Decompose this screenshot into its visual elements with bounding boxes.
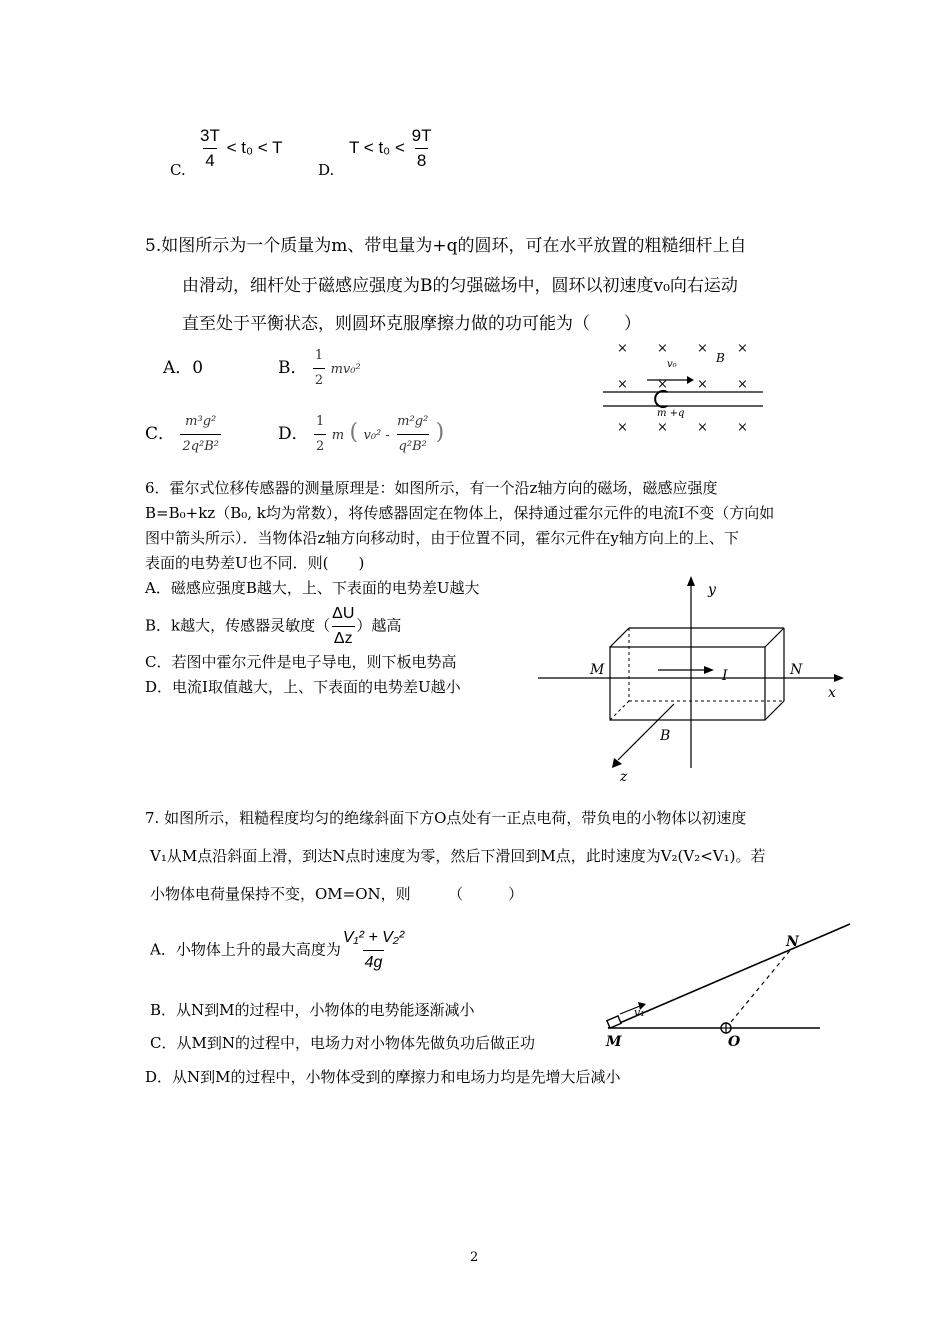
q6-hall-sensor-figure [534,574,850,784]
current-label: I [722,668,728,684]
q5-stem-line2: 由滑动，细杆处于磁感应强度为B的匀强磁场中，圆环以初速度v₀向右运动 [182,276,738,296]
box-hidden-diagonal [610,701,629,720]
box-edge-tl [610,628,629,647]
x-axis-arrowhead [834,674,844,682]
q7-option-b: B．从N到M的过程中，小物体的电势能逐渐减小 [150,1001,475,1019]
q5-option-b: B． $\frac{1}{2}$ mv₀² [278,346,361,391]
x-axis-label: x [828,685,836,701]
q7-incline-figure [600,918,855,1052]
ring-label: m +q [657,408,685,419]
svg-text:×: × [697,420,708,435]
current-arrowhead [704,666,714,674]
field-b-label: B [660,728,671,744]
y-axis-label: y [708,582,716,598]
box-edge-br [765,701,784,720]
prev-option-d-expr: T < t₀ < $\frac{9T}{8}$ [349,126,432,170]
svg-text:×: × [657,420,668,435]
q7-option-c: C．从M到N的过程中，电场力对小物体先做负功后做正功 [150,1034,535,1052]
small-block [607,1016,621,1028]
line-on [726,948,792,1028]
point-n-label: N [786,934,799,950]
svg-text:×: × [617,420,628,435]
svg-text:×: × [697,341,708,356]
prev-option-c-expr: $\frac{3T}{4}$ < t₀ < T [200,126,283,170]
q5-option-d: D． $\frac{1}{2}$ m ( v₀² - $\frac{\text{m²g²}}{\text{q²B²}}$ ) [278,412,444,457]
svg-text:×: × [657,377,668,392]
y-axis-arrowhead [687,576,695,586]
z-axis-label: z [620,769,628,784]
svg-text:×: × [617,341,628,356]
velocity-label: v₁ [634,1006,645,1019]
q6-option-a: A．磁感应强度B越大，上、下表面的电势差U越大 [145,579,480,597]
face-m-label: M [590,662,605,678]
velocity-label: v₀ [667,359,677,370]
ring [655,391,667,407]
q6-stem-line2: B=B₀+kz（B₀, k均为常数），将传感器固定在物体上，保持通过霍尔元件的电流I不变（方向如 [145,504,775,522]
q6-option-d: D．电流I取值越大，上、下表面的电势差U越小 [145,678,461,696]
svg-text:×: × [737,341,748,356]
field-crosses [617,341,748,435]
box-edge-tr [765,628,784,647]
svg-text:×: × [617,377,628,392]
hall-element-front [610,647,765,720]
q6-option-b: B．k越大，传感器灵敏度（ $\frac{\Delta U}{\Delta z}$ ）越高 [145,605,402,647]
q5-stem-line3: 直至处于平衡状态，则圆环克服摩擦力做的功可能为（ ） [182,314,641,334]
q7-option-a: A．小物体上升的最大高度为 $\frac{\text{V₁² + V₂²}}{4g}$ [150,929,405,971]
velocity-arrowhead [687,376,694,384]
q6-option-c: C．若图中霍尔元件是电子导电，则下板电势高 [145,653,457,671]
page-number: 2 [470,1250,479,1265]
field-b-label: B [716,351,725,365]
q7-option-d: D．从N到M的过程中，小物体受到的摩擦力和电场力均是先增大后减小 [145,1068,621,1086]
q5-magnetic-field-figure [595,336,775,440]
prev-option-d-label: D. [318,161,335,179]
q5-option-c: C． $\frac{\text{m³g²}}{\text{2q²B²}}$ [145,412,221,457]
point-o-label: O [728,1034,741,1050]
q6-stem-line1: 6．霍尔式位移传感器的测量原理是：如图所示，有一个沿z轴方向的磁场，磁感应强度 [145,479,718,497]
svg-text:×: × [737,420,748,435]
svg-text:×: × [737,377,748,392]
q7-stem-line3: 小物体电荷量保持不变，OM=ON，则 （ ） [150,885,524,903]
face-n-label: N [790,662,803,678]
q5-option-a: A．0 [163,358,204,378]
svg-text:×: × [657,341,668,356]
prev-option-c-label: C. [170,161,186,179]
q7-stem-line1: 7. 如图所示，粗糙程度均匀的绝缘斜面下方O点处有一正点电荷，带负电的小物体以初速度 [145,809,747,827]
q6-stem-line3: 图中箭头所示）．当物体沿z轴方向移动时，由于位置不同，霍尔元件在y轴方向上的上、下 [145,529,739,547]
q6-stem-line4: 表面的电势差U也不同．则( ) [145,554,365,572]
q5-stem-line1: 5.如图所示为一个质量为m、带电量为+q的圆环，可在水平放置的粗糙细杆上自 [145,236,747,256]
q7-stem-line2: V₁从M点沿斜面上滑，到达N点时速度为零，然后下滑回到M点，此时速度为V₂(V₂<V₁)。若 [150,847,766,865]
z-axis-arrowhead [612,758,622,768]
point-m-label: M [606,1034,622,1050]
svg-text:×: × [697,377,708,392]
